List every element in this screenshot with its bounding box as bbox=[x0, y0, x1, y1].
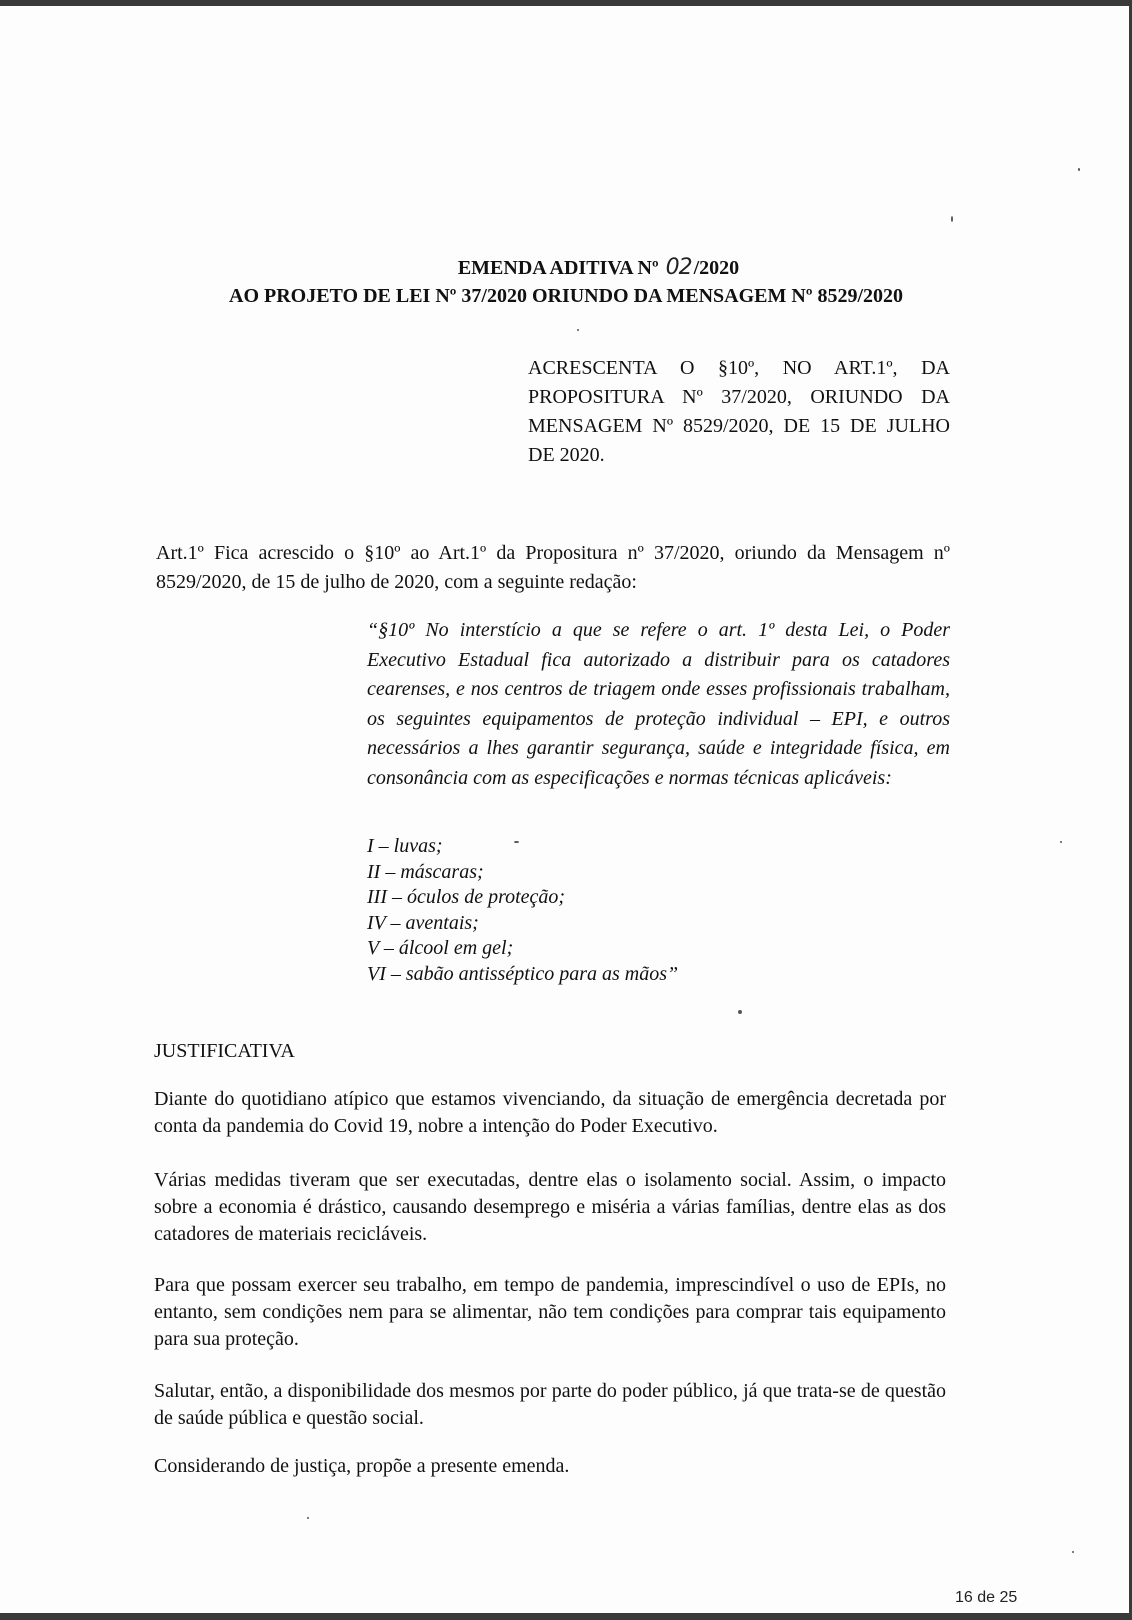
scan-speck bbox=[514, 841, 519, 843]
scan-speck bbox=[577, 329, 579, 331]
justification-paragraph: Para que possam exercer seu trabalho, em tempo de pandemia, imprescindível o uso de EPIs, no entanto, sem condições nem para se alimentar, não tem condições para comprar tais equipamento para sua proteção. bbox=[154, 1274, 946, 1350]
justification-paragraph: Várias medidas tiveram que ser executadas, dentre elas o isolamento social. Assim, o impacto sobre a economia é drástico, causando desemprego e miséria a várias famílias, dentre elas as dos catadores de materiais recicláveis. bbox=[154, 1169, 946, 1245]
amendment-title bbox=[0, 254, 1129, 282]
amendment-title-prefix: EMENDA ADITIVA Nº bbox=[457, 257, 659, 279]
list-item: III – óculos de proteção; bbox=[367, 886, 566, 908]
equipment-list bbox=[367, 834, 950, 987]
page-number: 16 de 25 bbox=[955, 1589, 1018, 1606]
justification-paragraph: Diante do quotidiano atípico que estamos vivenciando, da situação de emergência decretada por conta da pandemia do Covid 19, nobre a intenção do Poder Executivo. bbox=[154, 1088, 946, 1137]
scan-speck bbox=[307, 1517, 309, 1519]
justification-paragraph: Considerando de justiça, propõe a presente emenda. bbox=[154, 1455, 570, 1477]
justification-paragraph: Salutar, então, a disponibilidade dos mesmos por parte do poder público, já que trata-se de questão de saúde pública e questão social. bbox=[154, 1380, 946, 1429]
handwritten-amendment-number: 02 bbox=[665, 255, 692, 280]
list-item: V – álcool em gel; bbox=[367, 937, 514, 959]
quoted-paragraph: “§10º No interstício a que se refere o art. 1º desta Lei, o Poder Executivo Estadual fica autorizado a distribuir para os catadores cearenses, e nos centros de triagem onde esses profissionais trabalham, os seguintes equipamentos de proteção individual – EPI, e outros necessários a lhes garantir segurança, saúde e integridade física, em consonância com as especificações e normas técnicas aplicáveis: bbox=[367, 619, 950, 789]
list-item: VI – sabão antisséptico para as mãos” bbox=[367, 962, 679, 985]
list-item: I – luvas; bbox=[367, 835, 443, 857]
scan-speck bbox=[1060, 841, 1062, 843]
justification-title: JUSTIFICATIVA bbox=[154, 1040, 295, 1062]
list-item: II – máscaras; bbox=[367, 860, 484, 883]
amendment-summary: ACRESCENTA O §10º, NO ART.1º, DA PROPOSITURA Nº 37/2020, ORIUNDO DA MENSAGEM Nº 8529/2020, DE 15 DE JULHO DE 2020. bbox=[528, 357, 950, 466]
scan-speck bbox=[1072, 1551, 1074, 1553]
bill-reference: AO PROJETO DE LEI Nº 37/2020 ORIUNDO DA MENSAGEM Nº 8529/2020 bbox=[229, 285, 903, 307]
amendment-title-suffix: /2020 bbox=[693, 257, 740, 279]
scan-speck bbox=[1078, 168, 1080, 171]
document-header bbox=[0, 254, 1129, 310]
scan-speck bbox=[738, 1010, 742, 1014]
scan-speck bbox=[951, 216, 953, 222]
article-text: Art.1º Fica acrescido o §10º ao Art.1º da Propositura nº 37/2020, oriundo da Mensagem nº 8529/2020, de 15 de julho de 2020, com a seguinte redação: bbox=[156, 542, 950, 593]
document-page bbox=[0, 6, 1129, 1613]
list-item: IV – aventais; bbox=[367, 911, 479, 934]
